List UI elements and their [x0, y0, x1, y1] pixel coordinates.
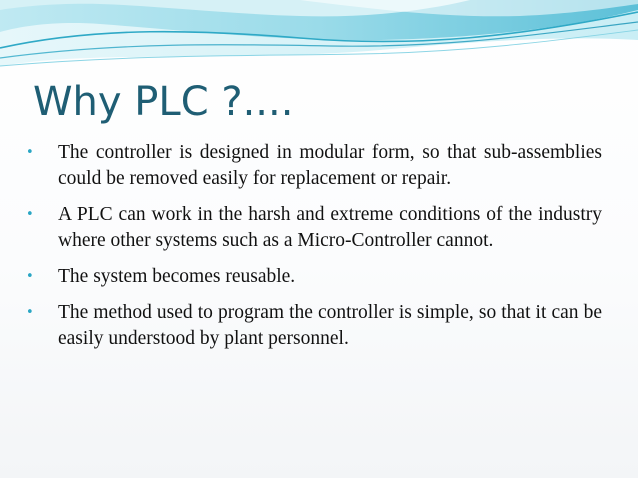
bullet-item	[26, 202, 602, 254]
bullet-text: The method used to program the controller is simple, so that it can be easily understood by plant personnel.	[58, 302, 602, 349]
bullet-dot-icon: •	[26, 145, 34, 160]
bullet-item	[26, 140, 602, 192]
bullet-dot-icon: •	[26, 207, 34, 222]
bullet-dot-icon: •	[26, 269, 34, 284]
bullet-text: A PLC can work in the harsh and extreme conditions of the industry where other systems such as a Micro-Controller cannot.	[58, 204, 602, 251]
slide-title: Why PLC ?....	[33, 79, 294, 125]
bullet-text: The controller is designed in modular form, so that sub-assemblies could be removed easily for replacement or repair.	[58, 142, 602, 189]
bullet-list	[26, 140, 602, 362]
bullet-item	[26, 300, 602, 352]
wave-banner-decoration	[0, 0, 638, 80]
bullet-text: The system becomes reusable.	[58, 266, 296, 287]
bullet-dot-icon: •	[26, 305, 34, 320]
bullet-item	[26, 264, 602, 290]
